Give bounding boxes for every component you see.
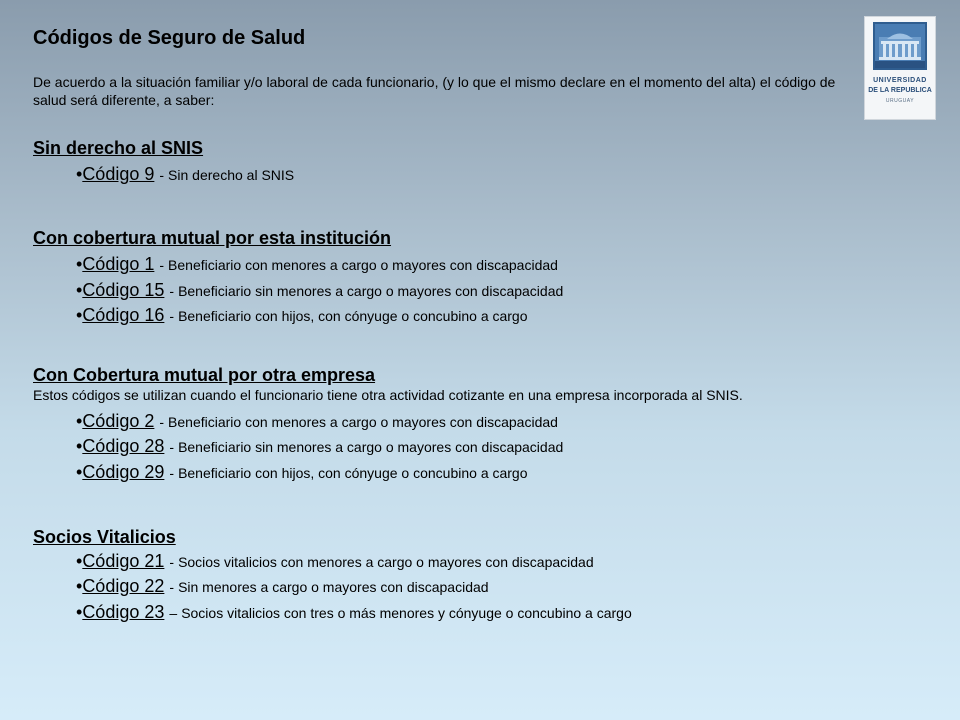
university-building-icon bbox=[865, 17, 935, 75]
separator: - bbox=[169, 465, 175, 481]
separator: - bbox=[169, 554, 175, 570]
bullet: • bbox=[76, 551, 83, 571]
separator: - bbox=[169, 439, 175, 455]
section-title-esta-institucion: Con cobertura mutual por esta institución bbox=[33, 228, 392, 248]
section-title-sin-derecho: Sin derecho al SNIS bbox=[33, 138, 204, 158]
university-logo bbox=[864, 16, 936, 120]
bullet: • bbox=[76, 462, 83, 482]
code-description: Beneficiario con hijos, con cónyuge o concubino a cargo bbox=[178, 308, 528, 324]
logo-text-line1: UNIVERSIDAD bbox=[873, 77, 927, 84]
list-item bbox=[76, 305, 528, 326]
code-description: Sin menores a cargo o mayores con discapacidad bbox=[178, 579, 489, 595]
code-description: Socios vitalicios con tres o más menores y cónyuge o concubino a cargo bbox=[181, 605, 632, 621]
list-item bbox=[76, 164, 294, 185]
bullet: • bbox=[76, 164, 83, 184]
separator: - bbox=[169, 283, 175, 299]
code-description: Beneficiario con hijos, con cónyuge o concubino a cargo bbox=[178, 465, 528, 481]
list-item bbox=[76, 462, 528, 483]
bullet: • bbox=[76, 436, 83, 456]
code-link[interactable]: Código 28 bbox=[82, 436, 165, 456]
separator: - bbox=[159, 414, 165, 430]
bullet: • bbox=[76, 602, 83, 622]
code-link[interactable]: Código 22 bbox=[82, 576, 165, 596]
separator: - bbox=[159, 257, 165, 273]
section-title-socios-vitalicios: Socios Vitalicios bbox=[33, 527, 176, 547]
section-title-otra-empresa: Con Cobertura mutual por otra empresa bbox=[33, 365, 376, 385]
code-description: Beneficiario con menores a cargo o mayores con discapacidad bbox=[168, 414, 558, 430]
list-item bbox=[76, 411, 558, 432]
bullet: • bbox=[76, 254, 83, 274]
logo-text-line3: URUGUAY bbox=[885, 98, 915, 104]
code-link[interactable]: Código 21 bbox=[82, 551, 165, 571]
code-description: Beneficiario sin menores a cargo o mayores con discapacidad bbox=[178, 283, 564, 299]
list-item bbox=[76, 436, 563, 457]
code-link[interactable]: Código 2 bbox=[82, 411, 155, 431]
separator: - bbox=[169, 308, 175, 324]
intro-text: De acuerdo a la situación familiar y/o laboral de cada funcionario, (y lo que el mismo declare en el momento del alta) el código de salud será diferente, a saber: bbox=[33, 74, 836, 108]
bullet: • bbox=[76, 576, 83, 596]
separator: - bbox=[159, 167, 165, 183]
logo-text-line2: DE LA REPUBLICA bbox=[868, 87, 932, 94]
page-title: Códigos de Seguro de Salud bbox=[33, 27, 306, 49]
code-description: Beneficiario con menores a cargo o mayores con discapacidad bbox=[168, 257, 558, 273]
section-description: Estos códigos se utilizan cuando el funcionario tiene otra actividad cotizante en una empresa incorporada al SNIS. bbox=[33, 387, 743, 403]
code-description: Socios vitalicios con menores a cargo o mayores con discapacidad bbox=[178, 554, 594, 570]
list-item bbox=[76, 280, 563, 301]
code-link[interactable]: Código 15 bbox=[82, 280, 165, 300]
bullet: • bbox=[76, 411, 83, 431]
code-link[interactable]: Código 23 bbox=[82, 602, 165, 622]
code-description: Beneficiario sin menores a cargo o mayores con discapacidad bbox=[178, 439, 564, 455]
code-link[interactable]: Código 29 bbox=[82, 462, 165, 482]
list-item bbox=[76, 551, 594, 572]
code-link[interactable]: Código 9 bbox=[82, 164, 155, 184]
bullet: • bbox=[76, 305, 83, 325]
bullet: • bbox=[76, 280, 83, 300]
list-item bbox=[76, 602, 632, 623]
list-item bbox=[76, 576, 489, 597]
separator: – bbox=[169, 605, 178, 621]
code-link[interactable]: Código 1 bbox=[82, 254, 155, 274]
list-item bbox=[76, 254, 558, 275]
code-link[interactable]: Código 16 bbox=[82, 305, 165, 325]
separator: - bbox=[169, 579, 175, 595]
code-description: Sin derecho al SNIS bbox=[168, 167, 295, 183]
